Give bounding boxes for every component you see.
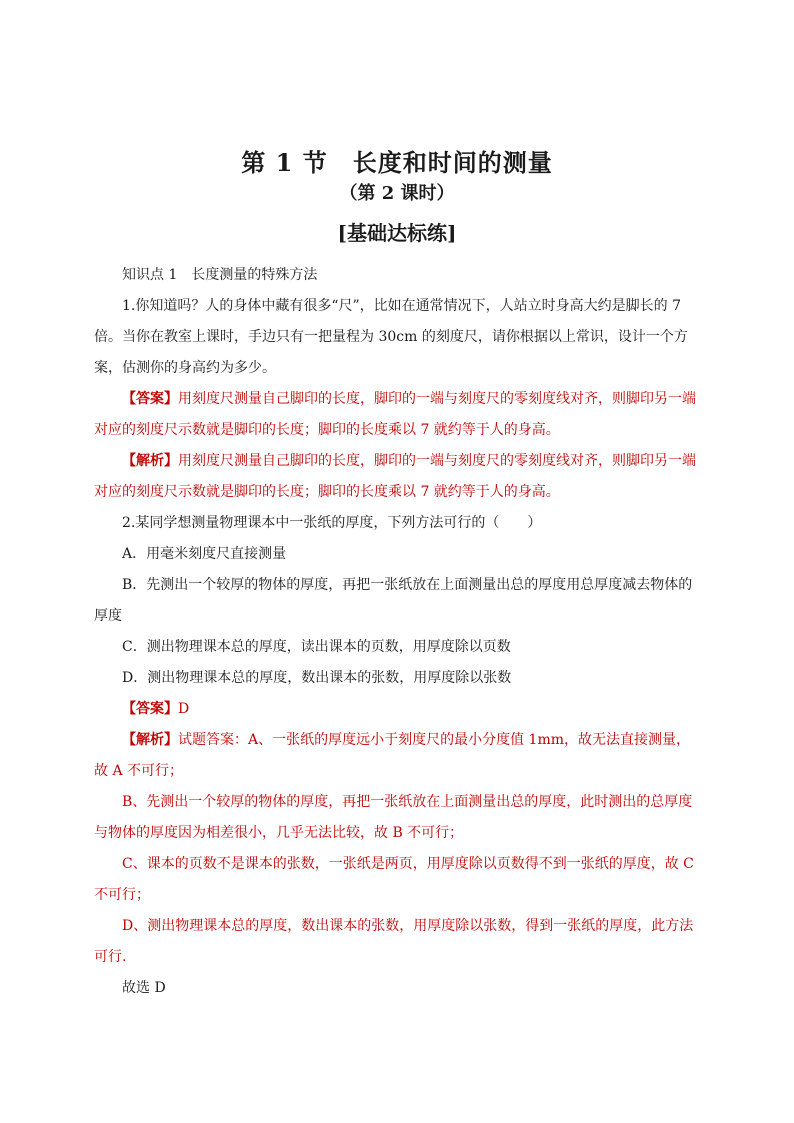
analysis-tag: 【解析】: [122, 732, 178, 748]
option-a: A．用毫米刻度尺直接测量: [122, 546, 287, 562]
q1-answer: [94, 384, 702, 446]
option-d: D．测出物理课本总的厚度，数出课本的张数，用厚度除以张数: [122, 670, 512, 686]
question-2: 2.某同学想测量物理课本中一张纸的厚度，下列方法可行的（ ）: [122, 515, 542, 531]
lesson-subtitle: （第 2 课时）: [339, 183, 455, 204]
q2-analysis-line: C、课本的页数不是课本的张数，一张纸是两页，用厚度除以页数得不到一张纸的厚度，故 C 不可行；: [94, 856, 694, 903]
knowledge-point: 知识点 1 长度测量的特殊方法: [122, 267, 318, 283]
q1-analysis: [94, 446, 702, 508]
option-b: B．先测出一个较厚的物体的厚度，再把一张纸放在上面测量出总的厚度用总厚度减去物体的厚度: [94, 577, 693, 624]
option-c: C．测出物理课本总的厚度，读出课本的页数，用厚度除以页数: [122, 639, 511, 655]
q2-analysis-text: 试题答案：A、一张纸的厚度远小于刻度尺的最小分度值 1mm，故无法直接测量，故 A 不可行；: [94, 732, 691, 779]
question-1: 1.你知道吗？人的身体中藏有很多“尺”，比如在通常情况下，人站立时身高大约是脚长的 7 倍。当你在教室上课时，手边只有一把量程为 30cm 的刻度尺，请你根据以上常识，设计一个方案，估测你的身高约为多少。: [94, 298, 688, 376]
section-heading: [基础达标练]: [337, 221, 457, 245]
q2-answer-text: D: [178, 701, 190, 717]
q2-analysis-line: [94, 725, 702, 787]
q2-analysis-line: D、测出物理课本总的厚度，数出课本的张数，用厚度除以张数，得到一张纸的厚度，此方法可行.: [94, 918, 694, 965]
document-body: [94, 260, 702, 1004]
answer-tag: 【答案】: [122, 701, 178, 717]
q2-answer: [94, 694, 702, 725]
q1-analysis-text: 用刻度尺测量自己脚印的长度，脚印的一端与刻度尺的零刻度线对齐，则脚印另一端对应的刻度尺示数就是脚印的长度；脚印的长度乘以 7 就约等于人的身高。: [94, 453, 696, 500]
q2-analysis-line: B、先测出一个较厚的物体的厚度，再把一张纸放在上面测量出总的厚度，此时测出的总厚度与物体的厚度因为相差很小，几乎无法比较，故 B 不可行；: [94, 794, 693, 841]
q1-answer-text: 用刻度尺测量自己脚印的长度，脚印的一端与刻度尺的零刻度线对齐，则脚印另一端对应的刻度尺示数就是脚印的长度；脚印的长度乘以 7 就约等于人的身高。: [94, 391, 696, 438]
page-title: 第 1 节 长度和时间的测量: [241, 148, 553, 177]
analysis-tag: 【解析】: [122, 453, 178, 469]
answer-tag: 【答案】: [122, 391, 178, 407]
q2-conclusion: 故选 D: [122, 980, 166, 996]
